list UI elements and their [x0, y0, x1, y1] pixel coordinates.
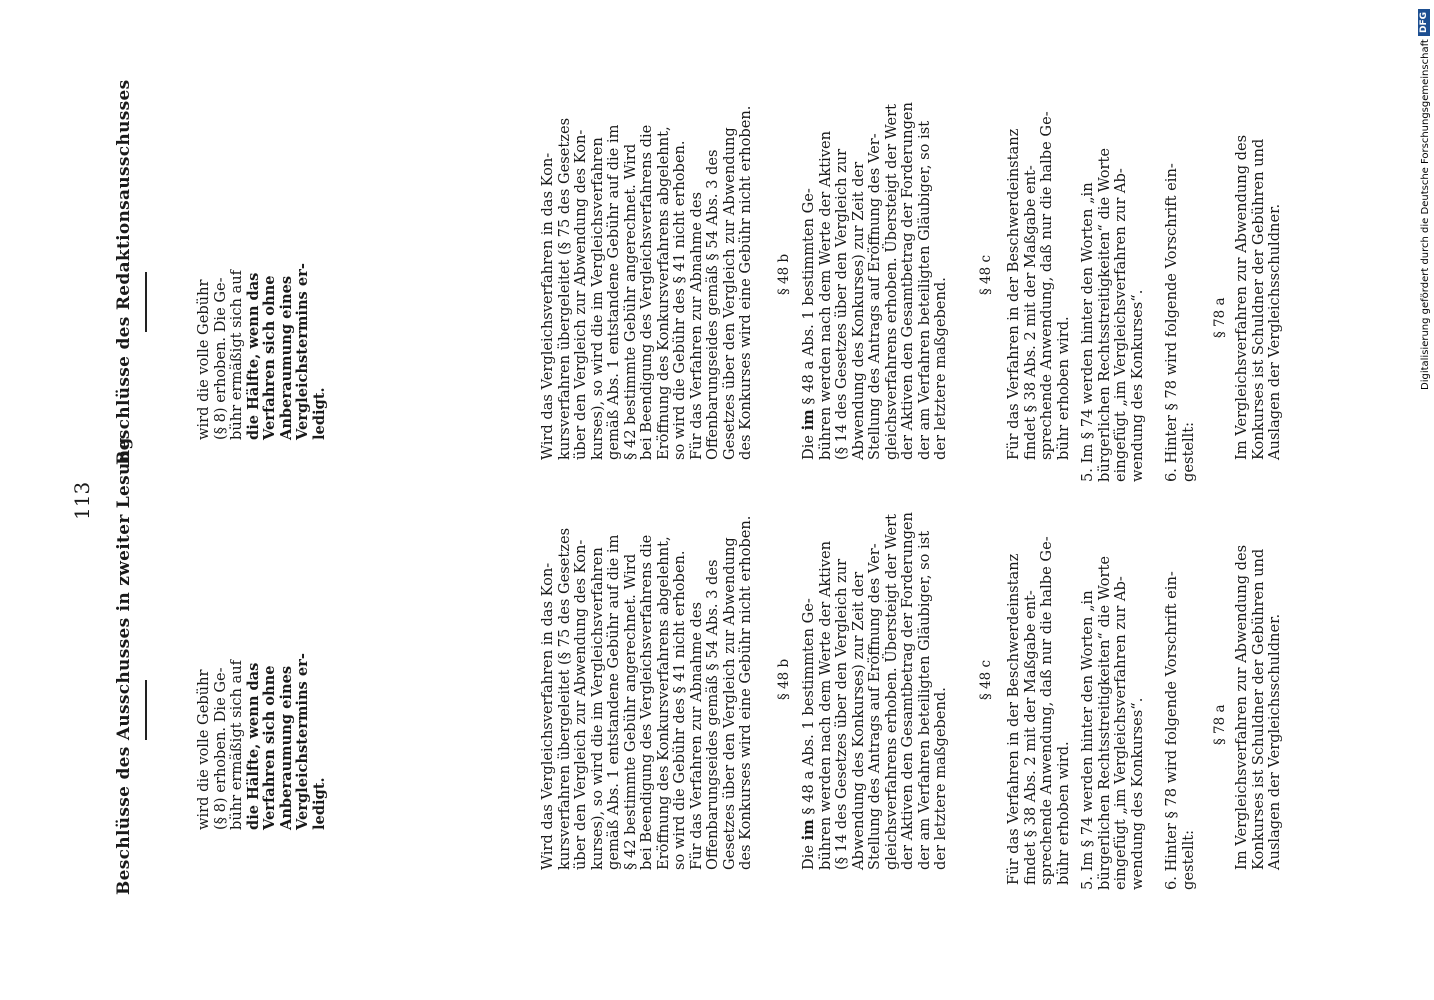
dfg-logo: DFG	[1418, 9, 1430, 36]
right-main-paragraph: Wird das Vergleichsverfahren in das Kon- kursverfahren übergeleitet (§ 75 des Gesetzes über den Vergleich zur Abwendung des Kon- kurses), so wird die im Vergleichsverfahren gemäß Abs. 1 entstandene Gebühr auf die im § 42 bestimmte Gebühr angerechnet. Wird bei Beendigung des Vergleichsverfahrens die Eröffnung des Konkursverfahrens abgelehnt, so wird die Gebühr des § 41 nicht erhoben. Für das Verfahren zur Abnahme des Offenbarungseides gemäß § 54 Abs. 3 des Gesetzes über den Vergleich zur Abwendung des Konkurses wird eine Gebühr nicht erhoben.	[539, 105, 754, 460]
left-item-6: 6. Hinter § 78 wird folgende Vorschrift ein- gestellt:	[1163, 571, 1197, 890]
right-item-5: 5. Im § 74 werden hinter den Worten „in bürgerlichen Rechtsstreitigkeiten“ die Worte eingefügt „im Vergleichsverfahren zur Ab- wendung des Konkurses“.	[1079, 147, 1146, 482]
page-number: 113	[70, 481, 94, 520]
right-header-rule	[145, 272, 147, 332]
left-section-48c: § 48 c	[978, 659, 994, 700]
left-main-paragraph: Wird das Vergleichsverfahren in das Kon- kursverfahren übergeleitet (§ 75 des Gesetzes über den Vergleich zur Abwendung des Kon- kurses), so wird die im Vergleichsverfahren gemäß Abs. 1 entstandene Gebühr auf die im § 42 bestimmte Gebühr angerechnet. Wird bei Beendigung des Vergleichsverfahrens die Eröffnung des Konkursverfahrens abgelehnt, so wird die Gebühr des § 41 nicht erhoben. Für das Verfahren zur Abnahme des Offenbarungseides gemäß § 54 Abs. 3 des Gesetzes über den Vergleich zur Abwendung des Konkurses wird eine Gebühr nicht erhoben.	[539, 515, 754, 870]
digitization-imprint: Digitalisierung gefördert durch die Deutsche Forschungsgemeinschaft	[1420, 39, 1431, 390]
right-column-header: Beschlüsse des Redaktionsausschusses	[114, 79, 134, 465]
left-section-48b: § 48 b	[776, 658, 792, 700]
right-note: wird die volle Gebühr (§ 8) erhoben. Die Ge- bühr ermäßigt sich auf die Hälfte, wenn das Verfahren sich ohne Anberaumung eines Vergleichstermins er- ledigt.	[195, 263, 328, 440]
right-paragraph-48c: Für das Verfahren in der Beschwerdeinstanz findet § 38 Abs. 2 mit der Maßgabe ent- sprechende Anwendung, daß nur die halbe Ge- bühr erhoben wird.	[1005, 111, 1072, 460]
left-header-rule	[145, 680, 147, 740]
left-note: wird die volle Gebühr (§ 8) erhoben. Die Ge- bühr ermäßigt sich auf die Hälfte, wenn das Verfahren sich ohne Anberaumung eines Vergleichstermins er- ledigt.	[195, 653, 328, 830]
right-section-48c: § 48 c	[978, 254, 994, 295]
right-item-6: 6. Hinter § 78 wird folgende Vorschrift ein- gestellt:	[1163, 163, 1197, 482]
left-paragraph-48b: Die im § 48 a Abs. 1 bestimmten Ge- bühren werden nach dem Werte der Aktiven (§ 14 des Gesetzes über den Vergleich zur Abwendung des Konkurses) zur Zeit der Stellung des Antrags auf Eröffnung des Ver- gleichsverfahrens erhoben. Übersteigt der Wert der Aktiven den Gesamtbetrag der Forderungen der am Verfahren beteiligten Gläubiger, so ist der letztere maßgebend.	[800, 512, 949, 870]
right-section-48b: § 48 b	[776, 253, 792, 295]
left-item-5: 5. Im § 74 werden hinter den Worten „in bürgerlichen Rechtsstreitigkeiten“ die Worte eingefügt „im Vergleichsverfahren zur Ab- wendung des Konkurses“.	[1079, 555, 1146, 890]
left-paragraph-78a: Im Vergleichsverfahren zur Abwendung des Konkurses ist Schuldner der Gebühren und Auslagen der Vergleichsschuldner.	[1233, 544, 1283, 870]
right-paragraph-78a: Im Vergleichsverfahren zur Abwendung des Konkurses ist Schuldner der Gebühren und Auslagen der Vergleichsschuldner.	[1233, 134, 1283, 460]
left-paragraph-48c: Für das Verfahren in der Beschwerdeinstanz findet § 38 Abs. 2 mit der Maßgabe ent- sprechende Anwendung, daß nur die halbe Ge- bühr erhoben wird.	[1005, 536, 1072, 885]
left-section-78a: § 78 a	[1212, 704, 1228, 745]
right-section-78a: § 78 a	[1212, 297, 1228, 338]
left-column-header: Beschlüsse des Ausschusses in zweiter Lesung	[114, 437, 134, 895]
right-paragraph-48b: Die im § 48 a Abs. 1 bestimmten Ge- bühren werden nach dem Werte der Aktiven (§ 14 des Gesetzes über den Vergleich zur Abwendung des Konkurses) zur Zeit der Stellung des Antrags auf Eröffnung des Ver- gleichsverfahrens erhoben. Übersteigt der Wert der Aktiven den Gesamtbetrag der Forderungen der am Verfahren beteiligten Gläubiger, so ist der letztere maßgebend.	[800, 102, 949, 460]
